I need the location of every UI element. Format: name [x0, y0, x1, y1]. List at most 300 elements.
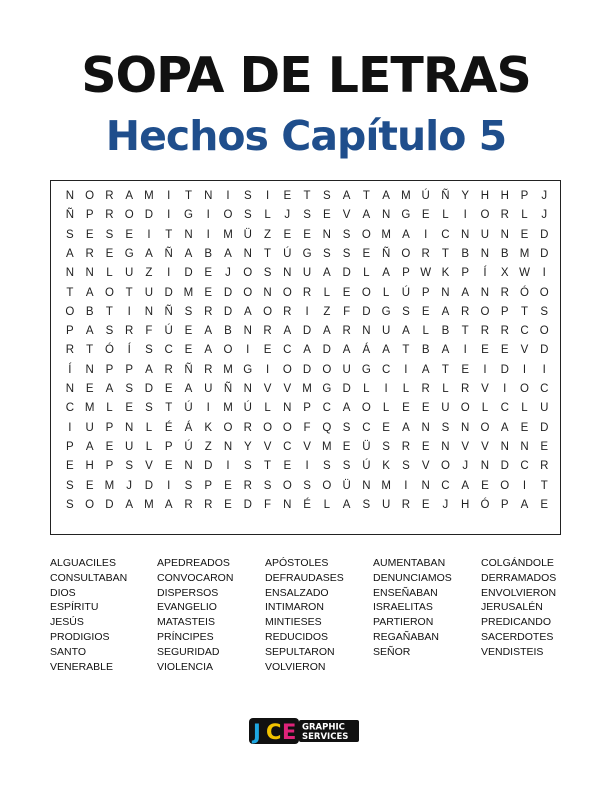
grid-letter: E [85, 479, 94, 492]
grid-letter: S [382, 440, 390, 453]
grid-letter: R [401, 498, 411, 511]
grid-letter: O [243, 267, 253, 280]
grid-letter: O [124, 209, 134, 222]
grid-letter: I [463, 209, 467, 222]
grid-letter: E [105, 247, 114, 260]
grid-letter: N [322, 228, 331, 241]
grid-letter: L [323, 286, 331, 299]
grid-letter: O [263, 421, 273, 434]
grid-letter: N [500, 440, 509, 453]
grid-letter: É [303, 498, 311, 511]
grid-letter: G [124, 247, 134, 260]
word-list-item: EVANGELIO [157, 601, 217, 614]
grid-letter: Ú [421, 190, 430, 202]
grid-letter: P [105, 421, 114, 434]
grid-letter: N [85, 363, 94, 376]
page-subtitle: Hechos Capítulo 5 [105, 112, 507, 160]
grid-letter: D [243, 498, 252, 511]
grid-letter: E [421, 305, 430, 318]
grid-letter: T [362, 190, 370, 202]
grid-letter: B [421, 344, 430, 357]
grid-letter: D [204, 460, 213, 473]
word-list-item: ENSEÑABAN [373, 586, 438, 599]
grid-letter: A [323, 325, 331, 338]
grid-letter: O [401, 247, 411, 260]
grid-letter: A [441, 305, 450, 318]
grid-letter: N [65, 190, 75, 202]
grid-letter: R [302, 286, 312, 299]
grid-letter: N [500, 228, 509, 241]
grid-letter: L [145, 440, 153, 453]
grid-letter: Á [362, 344, 371, 357]
grid-letter: R [342, 325, 351, 338]
grid-letter: Ñ [223, 383, 233, 395]
grid-letter: N [421, 479, 430, 492]
grid-letter: A [145, 363, 153, 376]
grid-letter: S [66, 498, 74, 511]
grid-letter: P [85, 209, 94, 222]
word-list-item: ENSALZADO [265, 586, 329, 599]
grid-letter: Í [483, 267, 487, 280]
grid-letter: O [361, 286, 371, 299]
word-list-item: PRODIGIOS [50, 631, 110, 643]
grid-letter: O [263, 305, 273, 318]
grid-letter: E [382, 421, 390, 434]
grid-letter: E [204, 286, 213, 299]
grid-letter: F [303, 421, 311, 434]
grid-letter: I [167, 479, 171, 492]
grid-letter: H [480, 190, 490, 202]
grid-letter: K [382, 460, 390, 473]
grid-row [51, 361, 562, 380]
grid-letter: Ñ [164, 305, 173, 318]
grid-letter: M [223, 228, 233, 241]
word-list-item: APEDREADOS [157, 557, 230, 569]
grid-letter: N [362, 479, 371, 492]
word-list-item: REDUCIDOS [265, 631, 329, 643]
grid-letter: S [145, 344, 153, 357]
grid-letter: D [184, 267, 193, 280]
letter-grid [50, 180, 561, 535]
grid-letter: Ó [480, 498, 490, 511]
grid-letter: E [85, 228, 94, 241]
grid-letter: A [224, 247, 232, 260]
grid-letter: B [85, 305, 94, 318]
grid-letter: Z [204, 440, 212, 453]
grid-letter: N [461, 228, 470, 241]
grid-letter: H [461, 498, 470, 511]
grid-letter: R [204, 305, 213, 318]
grid-letter: R [461, 305, 470, 318]
grid-letter: M [144, 190, 154, 202]
grid-letter: I [265, 363, 270, 376]
grid-letter: V [461, 440, 470, 453]
grid-letter: A [164, 498, 173, 511]
grid-row [51, 496, 562, 515]
grid-letter: D [500, 363, 509, 376]
grid-letter: R [461, 383, 470, 395]
grid-letter: Ú [164, 325, 173, 338]
grid-letter: K [204, 421, 213, 434]
grid-letter: N [283, 498, 292, 511]
grid-letter: U [381, 325, 391, 338]
grid-row [51, 457, 562, 476]
grid-letter: Ñ [381, 247, 391, 260]
word-list-item: VIOLENCIA [157, 660, 214, 673]
logo-letter-e: E [282, 720, 297, 744]
grid-letter: T [66, 286, 74, 299]
grid-letter: P [500, 305, 509, 318]
grid-letter: F [145, 325, 153, 338]
grid-letter: A [441, 344, 450, 357]
grid-letter: Y [461, 190, 470, 202]
grid-letter: A [342, 498, 351, 511]
grid-letter: A [145, 247, 153, 260]
grid-letter: I [522, 479, 527, 492]
grid-letter: R [243, 421, 252, 434]
grid-letter: N [65, 383, 75, 395]
grid-letter: O [539, 286, 549, 299]
grid-letter: I [483, 363, 487, 376]
grid-letter: R [184, 498, 193, 511]
word-list-item: INTIMARON [265, 601, 324, 614]
word-list-item: ENVOLVIERON [481, 586, 557, 599]
grid-letter: V [342, 209, 351, 222]
grid-letter: E [421, 209, 430, 222]
grid-letter: V [263, 440, 272, 453]
grid-letter: I [265, 190, 270, 202]
grid-letter: K [441, 267, 450, 280]
grid-letter: U [125, 267, 134, 280]
logo-letter-j: J [253, 720, 261, 744]
grid-letter: Ñ [441, 190, 450, 202]
grid-letter: B [441, 325, 450, 338]
grid-letter: E [421, 440, 430, 453]
grid-letter: S [323, 460, 331, 473]
grid-letter: M [381, 228, 391, 241]
word-list-item: REGAÑABAN [373, 631, 439, 643]
grid-letter: I [167, 190, 171, 202]
grid-letter: I [206, 402, 210, 415]
grid-letter: A [283, 325, 292, 338]
word-list-item: DEFRAUDASES [265, 571, 344, 584]
grid-letter: D [342, 267, 351, 280]
grid-letter: Ó [520, 286, 529, 299]
grid-letter: A [204, 325, 213, 338]
grid-letter: I [167, 209, 171, 222]
grid-row [51, 380, 562, 399]
logo-letter-c: C [266, 720, 282, 744]
grid-letter: E [224, 498, 232, 511]
grid-letter: Á [184, 421, 193, 434]
word-list-item: SEGURIDAD [157, 645, 220, 658]
grid-letter: N [223, 440, 233, 453]
grid-letter: I [127, 305, 131, 318]
grid-letter: I [167, 267, 171, 280]
grid-letter: R [204, 363, 213, 376]
grid-letter: N [480, 247, 490, 260]
grid-letter: L [521, 209, 528, 222]
grid-letter: V [303, 440, 311, 453]
grid-letter: E [520, 421, 529, 434]
grid-letter: A [382, 267, 390, 280]
grid-letter: Ó [104, 344, 114, 357]
grid-letter: O [282, 286, 292, 299]
grid-letter: G [322, 383, 332, 395]
grid-letter: D [223, 286, 233, 299]
grid-letter: C [520, 325, 529, 338]
grid-letter: G [184, 209, 193, 222]
grid-letter: R [500, 286, 509, 299]
grid-letter: C [381, 363, 391, 376]
grid-row [51, 341, 562, 360]
grid-letter: L [402, 383, 410, 395]
grid-letter: G [381, 305, 391, 318]
grid-letter: D [322, 344, 331, 357]
grid-letter: A [362, 209, 371, 222]
grid-letter: N [283, 267, 292, 280]
word-list-item: VENDISTEIS [481, 645, 544, 658]
grid-letter: G [243, 363, 253, 376]
word-list-item: VOLVIERON [265, 660, 326, 673]
grid-letter: S [243, 190, 252, 202]
grid-letter: M [381, 479, 391, 492]
grid-letter: J [442, 498, 449, 511]
grid-letter: T [165, 228, 173, 241]
grid-letter: M [144, 498, 154, 511]
word-list-item: PREDICANDO [481, 616, 552, 629]
grid-letter: S [125, 460, 134, 473]
grid-letter: D [540, 421, 549, 434]
grid-letter: E [164, 460, 173, 473]
grid-letter: I [226, 190, 230, 202]
grid-letter: L [521, 402, 528, 415]
grid-letter: C [520, 460, 529, 473]
grid-letter: A [342, 402, 351, 415]
grid-letter: V [263, 383, 272, 395]
grid-letter: O [223, 344, 233, 357]
grid-letter: B [204, 247, 213, 260]
grid-letter: U [540, 402, 549, 415]
page-title: SOPA DE LETRAS [81, 47, 531, 104]
grid-letter: R [263, 325, 272, 338]
grid-letter: N [184, 460, 193, 473]
word-list-item: ISRAELITAS [373, 601, 433, 614]
grid-letter: T [125, 286, 133, 299]
grid-letter: Ñ [184, 363, 193, 376]
logo-text-graphic: GRAPHIC [302, 722, 345, 733]
grid-letter: A [461, 479, 470, 492]
grid-letter: D [302, 363, 312, 376]
grid-letter: M [519, 247, 530, 260]
grid-letter: E [323, 209, 331, 222]
grid-letter: O [361, 402, 371, 415]
grid-row [51, 284, 562, 303]
grid-letter: E [481, 479, 489, 492]
grid-letter: P [520, 190, 529, 202]
grid-letter: N [520, 440, 529, 453]
grid-letter: T [165, 402, 173, 415]
word-list-item: CONVOCARON [157, 571, 234, 584]
grid-letter: L [106, 402, 113, 415]
grid-letter: D [302, 325, 312, 338]
grid-letter: N [85, 267, 94, 280]
grid-letter: T [402, 344, 410, 357]
grid-letter: G [361, 363, 371, 376]
grid-letter: S [303, 479, 311, 492]
grid-letter: N [243, 247, 252, 260]
grid-letter: P [164, 440, 173, 453]
grid-letter: Ú [401, 286, 411, 299]
grid-letter: Ú [184, 402, 193, 415]
grid-letter: T [264, 460, 272, 473]
grid-letter: Ú [362, 460, 371, 473]
word-list-item: SACERDOTES [481, 631, 554, 643]
grid-letter: E [164, 383, 173, 395]
grid-letter: O [282, 421, 292, 434]
grid-row [51, 303, 562, 322]
grid-letter: F [264, 498, 272, 511]
grid-letter: D [342, 383, 351, 395]
grid-letter: B [461, 247, 470, 260]
grid-letter: T [540, 479, 548, 492]
grid-letter: E [125, 402, 134, 415]
grid-letter: S [243, 460, 252, 473]
word-list [50, 556, 570, 676]
grid-letter: D [540, 228, 549, 241]
grid-letter: Ñ [164, 247, 173, 260]
grid-letter: E [224, 479, 232, 492]
grid-letter: O [85, 190, 95, 202]
grid-letter: P [402, 267, 410, 280]
word-list-item: VENERABLE [50, 660, 114, 673]
grid-letter: R [540, 460, 549, 473]
grid-letter: R [204, 498, 213, 511]
grid-letter: A [421, 363, 430, 376]
grid-letter: X [500, 267, 509, 280]
grid-letter: E [263, 344, 272, 357]
grid-letter: A [402, 325, 410, 338]
grid-letter: V [520, 344, 529, 357]
grid-letter: C [441, 228, 450, 241]
grid-letter: U [381, 498, 391, 511]
grid-letter: W [420, 267, 432, 280]
grid-letter: Z [323, 305, 331, 318]
grid-letter: L [442, 209, 449, 222]
grid-letter: S [263, 479, 272, 492]
grid-letter: A [204, 344, 213, 357]
grid-letter: O [361, 228, 371, 241]
grid-letter: S [105, 228, 114, 241]
grid-letter: I [404, 479, 408, 492]
grid-row [51, 477, 562, 496]
grid-letter: R [401, 440, 411, 453]
grid-letter: N [184, 228, 193, 241]
grid-letter: C [362, 421, 371, 434]
grid-letter: S [66, 479, 74, 492]
grid-letter: E [85, 383, 94, 395]
grid-letter: W [519, 267, 530, 280]
grid-letter: S [540, 305, 549, 318]
grid-letter: E [520, 228, 529, 241]
grid-letter: R [480, 325, 490, 338]
grid-letter: A [342, 190, 351, 202]
grid-letter: R [125, 325, 134, 338]
grid-letter: O [282, 363, 292, 376]
grid-letter: N [144, 305, 154, 318]
grid-letter: T [105, 305, 113, 318]
grid-letter: A [402, 228, 410, 241]
grid-letter: N [243, 325, 252, 338]
grid-letter: S [105, 325, 114, 338]
grid-row [51, 245, 562, 264]
grid-letter: P [461, 267, 470, 280]
grid-letter: E [342, 440, 351, 453]
grid-letter: M [104, 479, 115, 492]
grid-letter: S [402, 460, 410, 473]
grid-letter: É [164, 421, 173, 434]
word-list-item: SEPULTARON [265, 645, 335, 658]
grid-letter: M [84, 402, 95, 415]
grid-letter: P [303, 402, 311, 415]
grid-letter: S [342, 421, 351, 434]
word-list-item: SEÑOR [373, 645, 411, 658]
grid-letter: T [520, 305, 528, 318]
grid-letter: S [342, 247, 351, 260]
grid-letter: D [144, 383, 154, 395]
grid-letter: E [66, 460, 74, 473]
grid-letter: S [125, 383, 134, 395]
grid-letter: E [481, 344, 489, 357]
grid-letter: Í [68, 363, 72, 376]
grid-letter: L [264, 402, 271, 415]
grid-letter: C [283, 344, 292, 357]
grid-letter: J [462, 460, 469, 473]
grid-letter: S [66, 228, 74, 241]
grid-letter: N [441, 286, 450, 299]
grid-row [51, 438, 562, 457]
grid-letter: O [104, 286, 114, 299]
grid-letter: D [164, 286, 173, 299]
word-list-item: ESPÍRITU [50, 601, 99, 614]
grid-letter: O [322, 479, 332, 492]
grid-letter: N [243, 383, 252, 395]
grid-letter: E [540, 498, 549, 511]
grid-letter: H [500, 190, 509, 202]
word-list-item: SANTO [50, 645, 86, 658]
grid-letter: N [381, 209, 391, 222]
grid-row [51, 226, 562, 245]
grid-letter: O [480, 209, 490, 222]
grid-letter: P [125, 363, 134, 376]
grid-letter: E [500, 344, 509, 357]
grid-letter: A [402, 421, 410, 434]
grid-letter: E [204, 267, 213, 280]
grid-letter: Ü [342, 479, 351, 492]
grid-letter: M [401, 190, 411, 202]
grid-letter: N [125, 421, 134, 434]
grid-letter: E [184, 344, 193, 357]
grid-letter: L [363, 383, 370, 395]
grid-letter: D [500, 460, 509, 473]
grid-letter: N [204, 190, 213, 202]
grid-letter: D [540, 344, 549, 357]
grid-letter: V [421, 460, 430, 473]
grid-letter: I [542, 267, 546, 280]
grid-letter: A [85, 440, 94, 453]
grid-letter: I [246, 344, 250, 357]
grid-letter: M [183, 286, 194, 299]
